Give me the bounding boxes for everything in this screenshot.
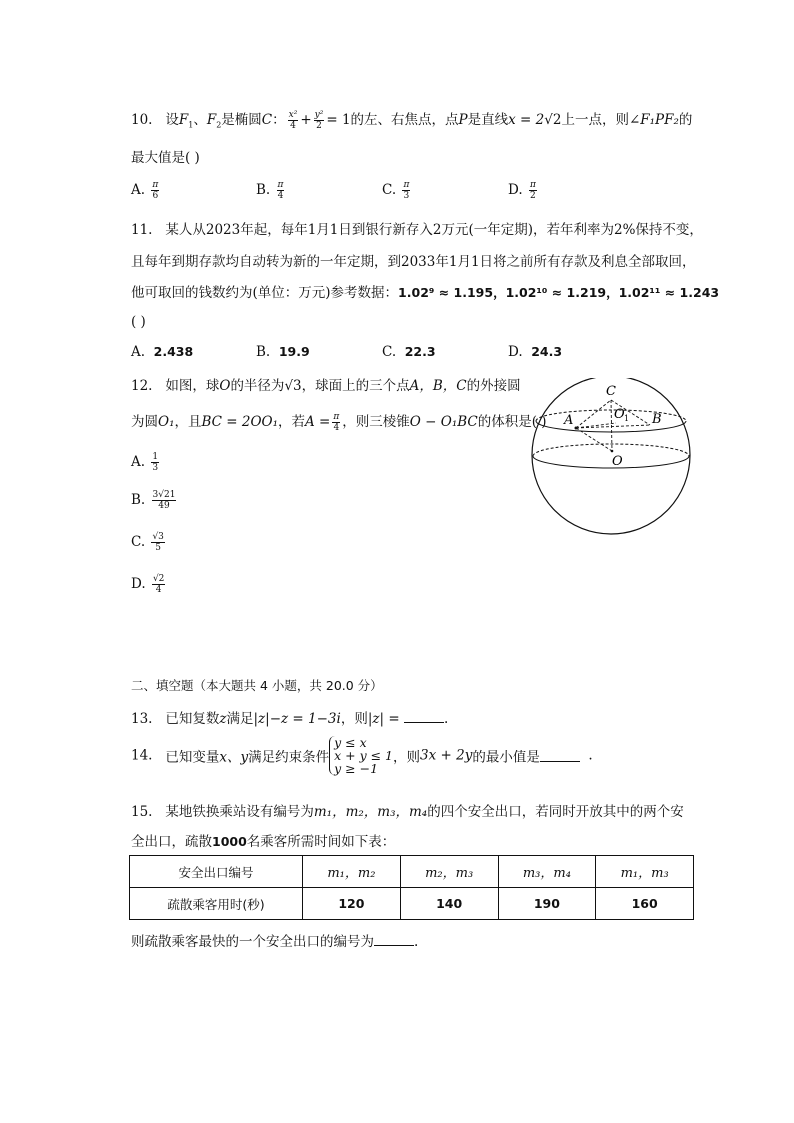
q10-option-d: D. $\frac{\pi}{2}$ (508, 180, 536, 201)
q12-option-a: A. $\frac{1}{3}$ (131, 452, 159, 473)
q12-line2: 为圆O₁，且BC = 2OO₁，若A = $\frac{\pi}{4}$ ，则三棱锥O − O₁BC的体积是( ) (131, 412, 547, 433)
label-c: C (606, 384, 616, 399)
label-o1: O (614, 407, 625, 422)
q15-answer-blank[interactable] (374, 933, 414, 946)
q13-answer-blank[interactable] (404, 710, 444, 723)
table-cell: 160 (596, 888, 694, 920)
q11-option-d: D. 24.3 (508, 344, 563, 360)
table-cell: 疏散乘客用时(秒) (130, 888, 303, 920)
point-a (575, 427, 578, 430)
table-cell: m₂，m₃ (400, 856, 498, 888)
section-heading: 二、填空题（本大题共 4 小题，共 20.0 分） (131, 678, 383, 693)
q11-option-a: A. 2.438 (131, 344, 194, 360)
table-header-row (130, 856, 694, 888)
table-cell: m₁，m₂ (303, 856, 401, 888)
label-o1-sub: 1 (624, 414, 630, 423)
q14-answer-blank[interactable] (540, 749, 580, 762)
q11-line4: ( ) (131, 314, 146, 330)
sphere-figure (528, 378, 696, 538)
equator-front (533, 456, 689, 468)
table-cell: 190 (498, 888, 596, 920)
q15-line2: 全出口，疏散1000名乘客所需时间如下表： (131, 834, 396, 850)
q12-option-c: C. $\frac{√3}{5}$ (131, 532, 164, 553)
q14-line: 14. 已知变量x、y满足约束条件y ≤ x x + y ≤ 1 y ≥ −1，则3x + 2y的最小值是 . (131, 735, 593, 776)
q11-option-b: B. 19.9 (256, 344, 310, 360)
constraint-system: y ≤ x x + y ≤ 1 y ≥ −1 (329, 736, 393, 775)
q11-line2: 且每年到期存款均自动转为新的一年定期，到2033年1月1日将之前所有存款及利息全部取回， (131, 254, 696, 270)
segment-ac (576, 400, 611, 428)
exit-time-table (129, 855, 694, 920)
q12-option-d: D. $\frac{√2}{4}$ (131, 574, 165, 595)
label-b: B (652, 412, 662, 427)
segment-c-o (611, 400, 612, 451)
table-cell: 120 (303, 888, 401, 920)
q11-line1: 11. 某人从2023年起，每年1月1日到银行新存入2万元(一年定期)，若年利率为2%保持不变， (131, 222, 703, 238)
q10-option-a: A. $\frac{\pi}{6}$ (131, 180, 159, 201)
q12-line1: 12. 如图，球O的半径为√3，球面上的三个点A，B，C的外接圆 (131, 378, 521, 394)
point-o (611, 450, 614, 453)
table-cell: m₃，m₄ (498, 856, 596, 888)
q10-option-b: B. $\frac{\pi}{4}$ (256, 180, 284, 201)
label-a: A (564, 413, 574, 428)
q15-answer-line: 则疏散乘客最快的一个安全出口的编号为 . (131, 934, 419, 950)
q15-line1: 15. 某地铁换乘站设有编号为m₁，m₂，m₃，m₄的四个安全出口，若同时开放其中的两个安 (131, 804, 684, 820)
q10-option-c: C. $\frac{\pi}{3}$ (382, 180, 410, 201)
q13-line: 13. 已知复数z满足|z|−z = 1−3i，则|z| = . (131, 711, 449, 727)
table-row (130, 888, 694, 920)
q10-line2: 最大值是( ) (131, 150, 200, 166)
q12-option-b: B. $\frac{3√21}{49}$ (131, 490, 176, 511)
table-cell: 140 (400, 888, 498, 920)
label-o: O (612, 454, 623, 469)
q11-option-c: C. 22.3 (382, 344, 436, 360)
q11-line3: 他可取回的钱数约为(单位：万元)参考数据：1.02⁹ ≈ 1.195，1.02¹⁰ ≈ 1.219，1.02¹¹ ≈ 1.243 (131, 285, 720, 301)
table-cell: m₁，m₃ (596, 856, 694, 888)
q10-line1: 10. 设$F_1$、$F_2$是椭圆C： $\frac{\text{x²}}{4}$ + $\frac{\text{y²}}{2}$ = 1的左、右焦点，点P是直线x = 2√2上一点，则∠F₁PF₂的 (131, 110, 693, 131)
table-cell: 安全出口编号 (130, 856, 303, 888)
